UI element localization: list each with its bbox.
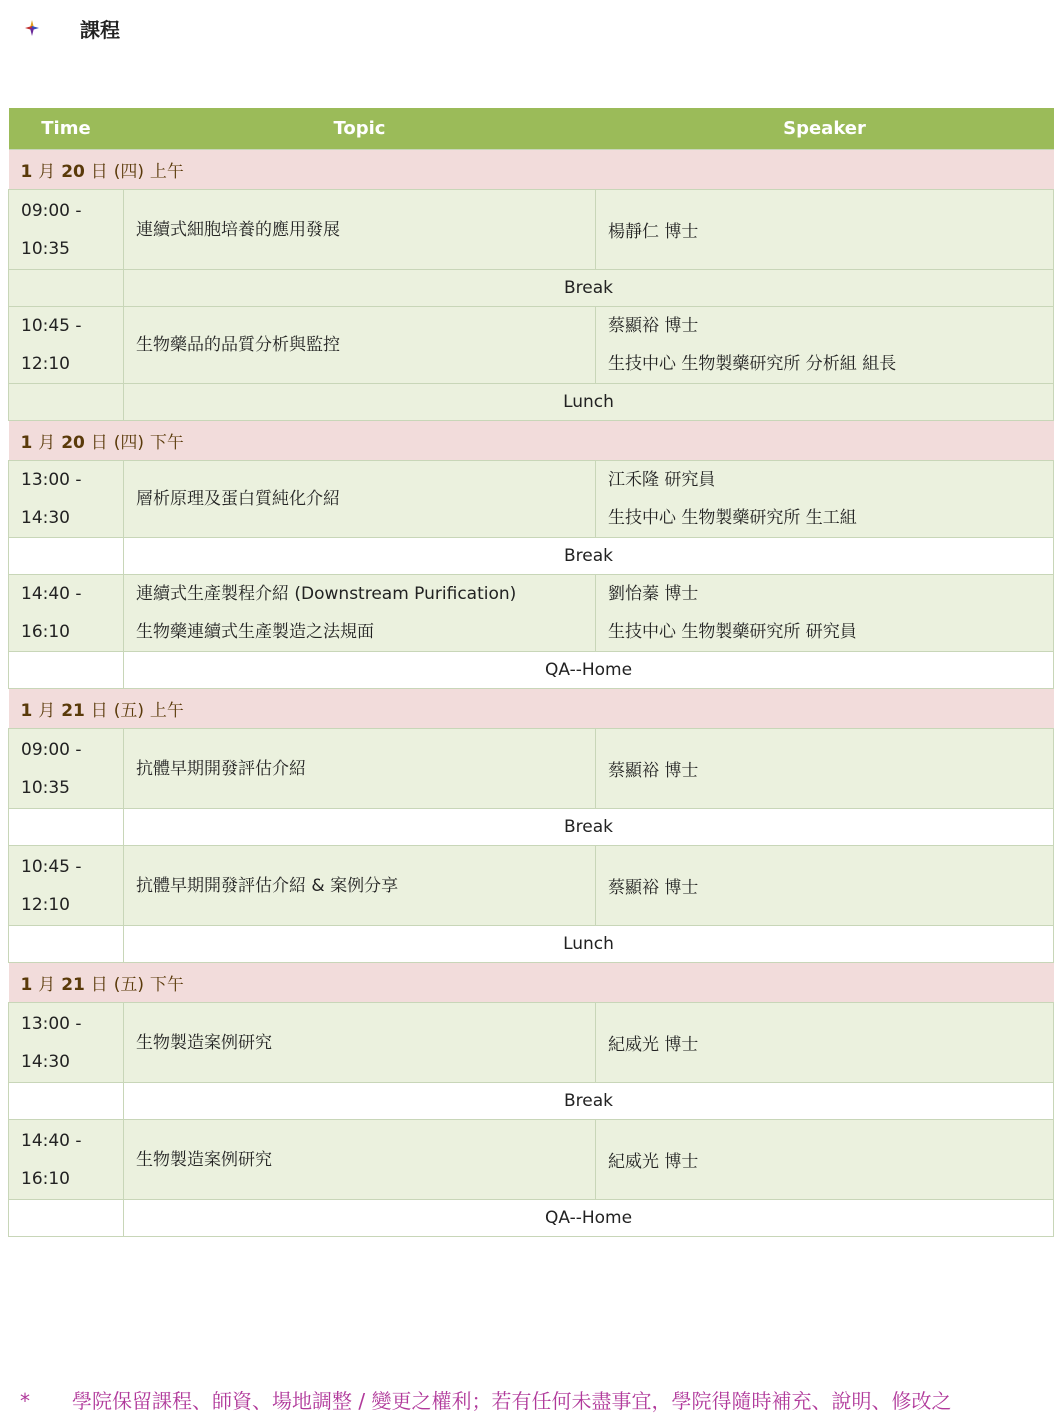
day-date-unit: 日 [90,433,108,453]
session-time-start: 14:40 - [21,1130,82,1151]
break-row [9,270,1054,307]
session-row [9,307,1054,384]
session-time [9,1003,124,1083]
day-month: 1 [20,701,33,721]
table-header-row [9,108,1054,150]
session-time-end: 14:30 [21,508,70,528]
break-label: Break [124,809,1054,846]
day-header-cell [9,689,1054,729]
break-time-cell [9,926,124,963]
session-time-end: 12:10 [21,354,70,374]
session-time [9,846,124,926]
session-speaker [596,729,1054,809]
session-time-end: 10:35 [21,777,70,798]
break-row [9,926,1054,963]
break-row [9,384,1054,421]
break-label: Lunch [124,926,1054,963]
day-month-unit: 月 [38,433,56,453]
day-weekday: (五) [113,975,144,995]
day-date-unit: 日 [90,701,108,721]
session-topic [124,729,596,809]
session-topic-line: 連續式細胞培養的應用發展 [136,219,340,240]
bullet-arrow-icon [22,18,42,38]
day-header-row [9,963,1054,1003]
session-topic-line: 連續式生產製程介紹 (Downstream Purification) [136,584,517,604]
session-speaker-line: 生技中心 生物製藥研究所 研究員 [608,622,857,642]
day-month-unit: 月 [38,975,56,995]
session-topic-line: 生物藥連續式生產製造之法規面 [136,622,374,642]
break-time-cell [9,384,124,421]
session-row [9,846,1054,926]
session-topic [124,846,596,926]
break-time-cell [9,1083,124,1120]
column-header-topic: Topic [124,108,596,150]
day-period: 上午 [149,701,184,721]
session-row [9,461,1054,538]
session-topic-line: 層析原理及蛋白質純化介紹 [136,489,340,509]
session-row [9,575,1054,652]
session-time-end: 10:35 [21,238,70,259]
session-speaker [596,461,1054,538]
day-date: 21 [61,975,85,995]
session-speaker-line: 生技中心 生物製藥研究所 生工組 [608,508,857,528]
column-header-time: Time [9,108,124,150]
day-weekday: (四) [113,433,144,453]
section-title-bar [22,10,120,46]
day-header-row [9,421,1054,461]
session-topic [124,190,596,270]
session-time [9,1120,124,1200]
day-month-unit: 月 [38,162,56,182]
session-speaker [596,846,1054,926]
schedule-body [9,150,1054,1237]
break-row [9,1083,1054,1120]
day-month: 1 [20,433,33,453]
footnote-marker: * [20,1389,30,1413]
course-schedule-table [8,108,1054,1237]
break-row [9,652,1054,689]
footnote [20,1385,1050,1414]
column-header-speaker: Speaker [596,108,1054,150]
break-label: Break [124,1083,1054,1120]
session-speaker-line: 蔡顯裕 博士 [608,316,699,336]
break-time-cell [9,809,124,846]
session-time-end: 12:10 [21,894,70,915]
session-topic [124,461,596,538]
session-speaker [596,1120,1054,1200]
session-topic-line: 生物藥品的品質分析與監控 [136,335,340,355]
break-time-cell [9,652,124,689]
session-time [9,461,124,538]
day-month-unit: 月 [38,701,56,721]
session-topic-line: 抗體早期開發評估介紹 [136,758,306,779]
day-period: 下午 [149,975,184,995]
session-speaker-line: 蔡顯裕 博士 [608,878,699,898]
day-date: 21 [61,701,85,721]
session-row [9,190,1054,270]
session-time-start: 10:45 - [21,316,82,336]
session-row [9,1003,1054,1083]
session-time [9,307,124,384]
session-time-start: 09:00 - [21,200,82,221]
session-speaker-line: 紀威光 博士 [608,1035,699,1055]
day-header-row [9,150,1054,190]
session-topic-line: 生物製造案例研究 [136,1149,272,1170]
day-header-cell [9,150,1054,190]
day-header-cell [9,963,1054,1003]
day-period: 下午 [149,433,184,453]
session-row [9,729,1054,809]
session-time-start: 14:40 - [21,584,82,604]
break-label: QA--Home [124,652,1054,689]
break-time-cell [9,1200,124,1237]
session-time-start: 09:00 - [21,739,82,760]
session-topic-line: 抗體早期開發評估介紹 & 案例分享 [136,875,399,896]
page-title: 課程 [80,17,120,42]
day-month: 1 [20,162,33,182]
break-label: QA--Home [124,1200,1054,1237]
session-time-end: 16:10 [21,1168,70,1189]
session-topic [124,575,596,652]
day-date: 20 [61,433,85,453]
session-speaker-line: 劉怡蓁 博士 [608,584,699,604]
footnote-text: 學院保留課程、師資、場地調整 / 變更之權利；若有任何未盡事宜，學院得隨時補充、說明、修改之 [72,1389,952,1413]
day-date-unit: 日 [90,975,108,995]
session-speaker [596,575,1054,652]
day-header-cell [9,421,1054,461]
session-topic [124,1003,596,1083]
day-header-row [9,689,1054,729]
break-row [9,809,1054,846]
session-time-start: 13:00 - [21,1013,82,1034]
session-speaker [596,307,1054,384]
session-speaker [596,190,1054,270]
session-speaker-line: 生技中心 生物製藥研究所 分析組 組長 [608,354,897,374]
day-weekday: (五) [113,701,144,721]
session-topic-line: 生物製造案例研究 [136,1032,272,1053]
session-time [9,729,124,809]
session-row [9,1120,1054,1200]
day-date: 20 [61,162,85,182]
break-time-cell [9,270,124,307]
session-time-start: 10:45 - [21,856,82,877]
session-time [9,190,124,270]
session-topic [124,1120,596,1200]
break-time-cell [9,538,124,575]
break-label: Break [124,538,1054,575]
day-period: 上午 [149,162,184,182]
break-label: Break [124,270,1054,307]
session-speaker-line: 楊靜仁 博士 [608,222,699,242]
day-date-unit: 日 [90,162,108,182]
session-speaker-line: 蔡顯裕 博士 [608,761,699,781]
day-weekday: (四) [113,162,144,182]
session-speaker-line: 紀威光 博士 [608,1152,699,1172]
break-label: Lunch [124,384,1054,421]
session-speaker [596,1003,1054,1083]
day-month: 1 [20,975,33,995]
session-time [9,575,124,652]
session-speaker-line: 江禾隆 研究員 [608,470,716,490]
session-time-end: 14:30 [21,1051,70,1072]
break-row [9,1200,1054,1237]
session-time-end: 16:10 [21,622,70,642]
break-row [9,538,1054,575]
session-time-start: 13:00 - [21,470,82,490]
session-topic [124,307,596,384]
